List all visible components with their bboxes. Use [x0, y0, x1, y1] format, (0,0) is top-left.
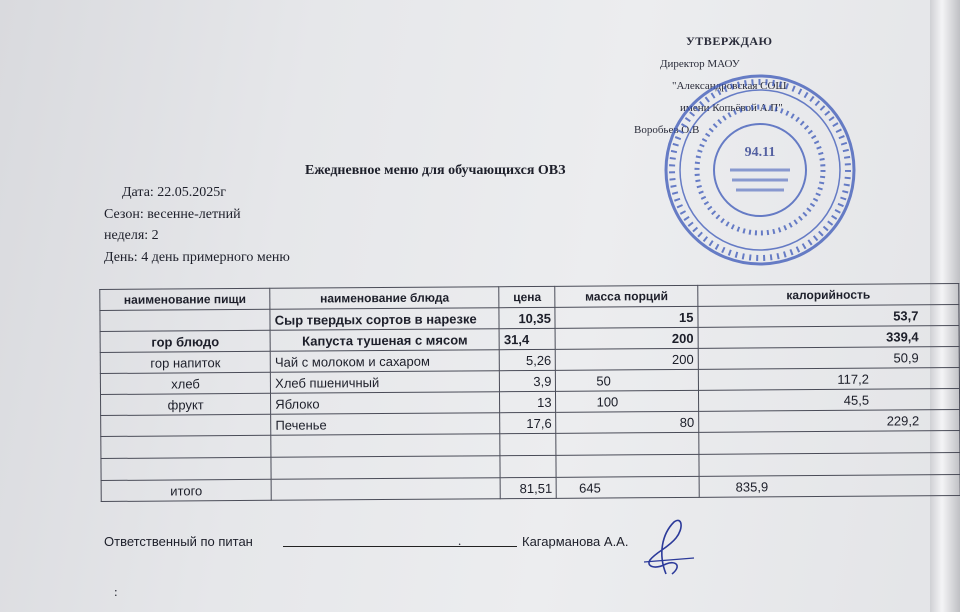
cell-price: 17,6 — [500, 412, 556, 433]
signature-dot: . — [458, 533, 462, 548]
cell-food-type: гор блюдо — [100, 330, 270, 352]
cell-dish: Яблоко — [271, 392, 500, 415]
cell-empty — [556, 454, 699, 477]
cell-dish: Чай с молоком и сахаром — [270, 350, 499, 373]
approval-line-3: имени Копьёвой А.П" — [680, 102, 783, 114]
cell-food-type: фрукт — [101, 393, 271, 415]
cell-price: 10,35 — [499, 307, 555, 328]
col-header-food-type: наименование пищи — [100, 288, 270, 310]
cell-portion: 80 — [556, 411, 699, 433]
cell-price: 3,9 — [500, 370, 556, 391]
cell-empty — [556, 432, 699, 455]
cell-dish: Печенье — [271, 413, 500, 436]
approval-line-2: "Александровская СОШ — [672, 80, 787, 92]
cell-calories: 339,4 — [698, 326, 959, 349]
menu-table — [99, 283, 960, 502]
cell-dish: Хлеб пшеничный — [271, 371, 500, 394]
responsible-label: Ответственный по питан — [104, 534, 253, 549]
approval-line-4: Воробьев О.В — [634, 124, 700, 136]
cell-portion: 50 — [556, 369, 699, 391]
responsible-name: Кагарманова А.А. — [522, 534, 629, 549]
menu-day: День: 4 день примерного меню — [104, 250, 290, 265]
cell-empty — [699, 453, 960, 477]
approval-title: УТВЕРЖДАЮ — [686, 34, 773, 48]
handwritten-signature — [636, 514, 700, 580]
cell-empty — [101, 435, 271, 458]
approval-line-1: Директор МАОУ — [660, 58, 740, 70]
cell-food-type: гор напиток — [100, 351, 270, 373]
cell-dish: Сыр твердых сортов в нарезке — [270, 308, 499, 331]
cell-empty — [500, 455, 556, 477]
cell-empty — [500, 433, 556, 455]
cell-food-type: хлеб — [100, 372, 270, 394]
cell-empty — [271, 434, 500, 458]
col-header-dish: наименование блюда — [270, 287, 499, 310]
document-title: Ежедневное меню для обучающихся ОВЗ — [305, 163, 566, 178]
cell-empty — [101, 457, 271, 480]
menu-season: Сезон: весенне-летний — [104, 207, 241, 222]
cell-calories: 53,7 — [698, 305, 959, 328]
cell-empty — [271, 456, 500, 480]
menu-date: Дата: 22.05.2025г — [122, 185, 227, 200]
cell-calories: 229,2 — [699, 410, 960, 433]
col-header-portion: масса порций — [555, 285, 698, 307]
stray-colon: : — [114, 584, 118, 599]
cell-empty — [699, 431, 960, 455]
cell-portion: 100 — [556, 390, 699, 412]
cell-portion: 15 — [555, 306, 698, 328]
cell-price: 13 — [500, 391, 556, 412]
cell-food-type — [101, 414, 271, 436]
cell-price: 5,26 — [499, 349, 555, 370]
signature-line — [283, 546, 517, 547]
cell-calories: 117,2 — [698, 368, 959, 391]
cell-calories: 50,9 — [698, 347, 959, 370]
total-price: 81,51 — [500, 477, 556, 498]
total-calories: 835,9 — [699, 474, 960, 497]
total-dish — [271, 478, 500, 501]
cell-price: 31,4 — [499, 328, 555, 349]
cell-dish: Капуста тушеная с мясом — [270, 329, 499, 352]
school-stamp — [660, 70, 860, 270]
col-header-calories: калорийность — [698, 284, 959, 307]
cell-portion: 200 — [556, 348, 699, 370]
col-header-price: цена — [499, 286, 555, 307]
cell-food-type — [100, 309, 270, 331]
total-portion: 645 — [557, 476, 700, 498]
total-label: итого — [101, 479, 271, 501]
cell-calories: 45,5 — [698, 389, 959, 412]
stamp-date: 94.11 — [744, 145, 776, 160]
cell-portion: 200 — [556, 327, 699, 349]
menu-week: неделя: 2 — [104, 228, 159, 243]
